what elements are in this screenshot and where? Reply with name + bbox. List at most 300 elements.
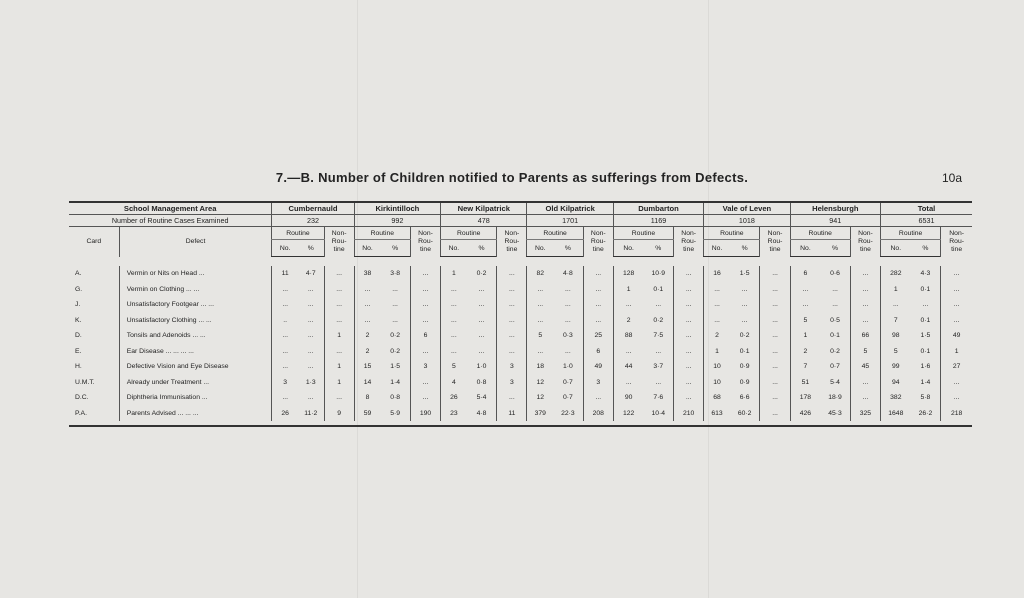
table-cell: ... [941,297,972,313]
table-cell: ... [760,344,790,360]
table-cell: ... [410,282,440,298]
table-cell: ... [655,347,662,355]
table-cell: 0·7 [562,378,573,386]
table-cell: 0·8 [476,378,487,386]
table-cell: 0·2 [390,347,401,355]
table-cell: ... [527,344,553,360]
table-cell: ... [565,301,571,309]
table-cell: 5 [527,328,553,344]
table-cell: 3 [497,375,527,391]
table-cell: ... [674,297,704,313]
table-cell: 10 [704,375,730,391]
non-routine-line: tine [420,245,431,253]
table-cell: ... [881,297,911,313]
table-cell: ... [272,359,298,375]
table-cell: ... [307,316,314,324]
table-cell: ... [307,285,314,293]
table-cell: 325 [850,406,880,422]
non-routine-line: Non- [504,229,520,237]
defect-name: Ear Disease ... ... ... ... [119,344,272,360]
table-cell: 4·7 [305,270,316,278]
table-row [69,282,972,298]
non-routine-header [760,227,790,257]
table-cell: 4·8 [476,409,487,417]
table-cell: 1 [941,344,972,360]
table-cell: 3 [583,375,613,391]
table-cell: 1 [324,328,354,344]
table-cell: ... [392,316,398,324]
table-cell: 49 [941,328,972,344]
table-cell: ... [741,301,748,309]
defect-name: Unsatisfactory Footgear ... ... [119,297,272,313]
non-routine-header [324,227,354,257]
no-header: No. [441,240,467,257]
table-cell: ... [307,363,314,371]
table-cell: ... [324,344,354,360]
table-cell: ... [674,375,704,391]
table-cell: 88 [613,328,643,344]
card-code: E. [75,347,82,355]
area-name: New Kilpatrick [441,202,527,215]
table-cell: 1 [441,266,467,282]
table-cell: 1648 [881,406,911,422]
table-cell: 0·6 [830,270,840,278]
table-cell: 613 [704,406,730,422]
table-cell: ... [760,375,790,391]
no-header: No. [354,240,380,257]
table-cell: 5·4 [830,378,840,386]
table-cell: ... [272,328,298,344]
non-routine-header [497,227,527,257]
table-cell: 23 [441,406,467,422]
table-cell: ... [478,332,485,340]
table-cell: 99 [881,359,911,375]
defect-name: Already under Treatment ... [119,375,272,391]
defect-name: Diphtheria Immunisation ... [119,390,272,406]
area-cases: 941 [790,215,880,227]
card-code: D. [75,332,82,340]
area-name: Cumbernauld [272,202,354,215]
table-cell: 0·1 [739,347,750,355]
card-code: P.A. [75,409,87,417]
table-cell: ... [354,313,380,329]
table-cell: 0·1 [830,332,840,340]
table-cell: ... [410,297,440,313]
table-cell: ... [850,266,880,282]
table-cell: 6 [583,344,613,360]
non-routine-header [850,227,880,257]
table-cell: ... [324,297,354,313]
area-name: Helensburgh [790,202,880,215]
no-header: No. [881,240,911,257]
non-routine-line: Rou- [767,237,783,245]
non-routine-line: tine [859,245,871,253]
table-cell: 6 [790,266,820,282]
table-cell: 0·1 [920,285,931,293]
table-cell: 7 [790,359,820,375]
table-cell: 45 [850,359,880,375]
table-cell: ... [941,282,972,298]
non-routine-line: tine [683,245,695,253]
padding-cell [69,421,972,426]
no-header: No. [613,240,643,257]
table-cell: ... [565,316,571,324]
table-cell: 16 [704,266,730,282]
header-row-cases [69,215,972,227]
table-cell: ... [478,301,485,309]
table-cell: 4·8 [562,270,573,278]
defect-name: Parents Advised ... ... ... [119,406,272,422]
table-cell: ... [941,313,972,329]
table-cell: 1 [613,282,643,298]
non-routine-line: Rou- [418,237,433,245]
non-routine-line: tine [592,245,604,253]
table-cell: 59 [354,406,380,422]
table-cell: ... [307,347,314,355]
card-code: G. [75,285,83,293]
table-row [69,359,972,375]
non-routine-line: Rou- [331,237,347,245]
table-cell: ... [655,378,662,386]
area-cases: 1018 [704,215,790,227]
table-cell: ... [674,328,704,344]
card-code: U.M.T. [75,378,95,386]
table-cell: 208 [583,406,613,422]
area-cases: 232 [272,215,354,227]
table-cell: ... [613,375,643,391]
card-code: D.C. [75,394,89,402]
non-routine-line: tine [951,245,963,253]
table-cell: 0·7 [830,363,840,371]
routine-header: Routine [527,227,583,240]
table-cell: 0·3 [562,332,573,340]
table-cell: 0·1 [653,285,664,293]
table-cell: ... [613,297,643,313]
table-cell: ... [272,390,298,406]
table-cell: 26·2 [918,409,933,417]
table-cell: ... [441,313,467,329]
table-cell: ... [497,390,527,406]
table-cell: 382 [881,390,911,406]
table-cell: 12 [527,375,553,391]
table-cell: 0·9 [739,363,750,371]
table-cell: 5 [850,344,880,360]
table-cell: 9 [324,406,354,422]
table-cell: 190 [410,406,440,422]
table-cell: ... [760,282,790,298]
defect-header: Defect [119,227,272,257]
defect-name: Defective Vision and Eye Disease [119,359,272,375]
table-cell: ... [497,266,527,282]
table-cell: ... [497,344,527,360]
cases-label: Number of Routine Cases Examined [69,215,272,227]
table-cell: 2 [790,344,820,360]
table-cell: 1·0 [562,363,573,371]
table-cell: 7·5 [653,332,664,340]
routine-header: Routine [881,227,941,240]
table-cell: ... [741,285,748,293]
table-cell: 10 [704,359,730,375]
table-cell: 1·0 [476,363,487,371]
table-cell: 1 [881,282,911,298]
table-cell: ... [674,359,704,375]
table-cell: 98 [881,328,911,344]
non-routine-line: tine [333,245,345,253]
table-cell: 2 [704,328,730,344]
routine-header: Routine [613,227,673,240]
spacer-cell [69,257,972,267]
pct-header: % [820,240,850,257]
pct-header: % [298,240,324,257]
pct-header: % [730,240,760,257]
table-cell: 5·8 [920,394,931,402]
table-cell: 1·5 [920,332,931,340]
table-cell: ... [760,359,790,375]
table-cell: ... [497,313,527,329]
table-cell: ... [850,282,880,298]
table-cell: 3 [410,359,440,375]
table-cell: 1·5 [739,270,750,278]
table-cell: ... [760,328,790,344]
table-cell: 49 [583,359,613,375]
table-cell: 0·2 [830,347,840,355]
table-cell: ... [583,390,613,406]
table-cell: .. [272,313,298,329]
table-cell: ... [832,301,838,309]
table-cell: 45·3 [828,409,842,417]
table-cell: ... [583,297,613,313]
table-cell: ... [832,285,838,293]
no-header: No. [704,240,730,257]
table-cell: 6 [410,328,440,344]
card-header: Card [86,238,102,246]
table-cell: 0·9 [739,378,750,386]
table-cell: ... [922,301,929,309]
non-routine-line: tine [506,245,518,253]
table-cell: 0·1 [920,347,931,355]
area-name: Kirkintilloch [354,202,440,215]
table-cell: 1·5 [390,363,401,371]
area-cases: 1169 [613,215,703,227]
table-cell: 128 [613,266,643,282]
area-name: Total [881,202,973,215]
table-cell: ... [527,282,553,298]
table-cell: 3 [497,359,527,375]
page-title: 7.—B. Number of Children notified to Parents as sufferings from Defects. [275,170,749,185]
table-cell: 282 [881,266,911,282]
table-cell: 18 [527,359,553,375]
table-cell: ... [410,375,440,391]
non-routine-header [674,227,704,257]
defect-name: Tonsils and Adenoids ... ... [119,328,272,344]
non-routine-header [941,227,972,257]
table-cell: 44 [613,359,643,375]
table-cell: 1·3 [305,378,316,386]
no-header: No. [790,240,820,257]
non-routine-line: Non- [681,229,697,237]
non-routine-line: Rou- [590,237,606,245]
table-cell: ... [674,344,704,360]
table-row [69,313,972,329]
table-cell: 38 [354,266,380,282]
table-cell: 0·2 [653,316,664,324]
no-header: No. [527,240,553,257]
table-cell: 7 [881,313,911,329]
card-code: A. [75,270,82,278]
table-cell: 27 [941,359,972,375]
table-cell: 5·4 [476,394,487,402]
table-cell: ... [478,347,485,355]
table-cell: ... [410,313,440,329]
table-cell: ... [441,328,467,344]
no-header: No. [272,240,298,257]
non-routine-line: Rou- [949,237,964,245]
table-cell: ... [392,301,398,309]
table-cell: 426 [790,406,820,422]
header-row-areas [69,202,972,215]
table-cell: 5 [790,313,820,329]
table-cell: 122 [613,406,643,422]
non-routine-line: Rou- [681,237,697,245]
routine-header: Routine [704,227,760,240]
table-cell: 1 [324,359,354,375]
table-cell: ... [760,390,790,406]
table-cell: 94 [881,375,911,391]
table-cell: 1 [324,375,354,391]
table-cell: 3·7 [653,363,664,371]
table-cell: 22·3 [561,409,575,417]
table-cell: 3·8 [390,270,401,278]
table-cell: 25 [583,328,613,344]
table-cell: 210 [674,406,704,422]
table-cell: ... [760,406,790,422]
table-cell: ... [324,266,354,282]
table-cell: ... [410,266,440,282]
card-code: H. [75,363,82,371]
table-cell: 0·7 [562,394,573,402]
table-cell: 10·9 [651,270,666,278]
table-cell: 0·2 [739,332,750,340]
table-cell: ... [272,282,298,298]
table-cell: 15 [354,359,380,375]
table-cell: ... [392,285,398,293]
table-cell: 5 [441,359,467,375]
table-cell: ... [760,297,790,313]
page-number: 10a [941,171,962,185]
non-routine-line: Rou- [504,237,520,245]
table-cell: 5 [881,344,911,360]
pct-header: % [380,240,410,257]
area-name: Old Kilpatrick [527,202,613,215]
table-cell: 4 [441,375,467,391]
table-cell: 11 [497,406,527,422]
table-cell: 11·2 [304,409,318,417]
table-cell: 1 [790,328,820,344]
area-cases: 992 [354,215,440,227]
table-cell: ... [850,375,880,391]
area-name: Vale of Leven [704,202,790,215]
pct-header: % [553,240,583,257]
table-cell: 1·6 [920,363,931,371]
table-cell: ... [324,313,354,329]
routine-header: Routine [354,227,410,240]
table-row [69,344,972,360]
table-cell: 0·8 [390,394,401,402]
non-routine-line: Non- [949,229,964,237]
routine-header: Routine [441,227,497,240]
table-cell: ... [324,282,354,298]
table-cell: ... [741,316,748,324]
table-cell: ... [527,297,553,313]
table-cell: 66 [850,328,880,344]
table-cell: 68 [704,390,730,406]
table-row [69,406,972,422]
padding-row [69,421,972,426]
table-cell: 26 [272,406,298,422]
non-routine-line: Non- [418,229,433,237]
table-cell: ... [307,394,314,402]
table-cell: 3 [272,375,298,391]
table-cell: ... [441,344,467,360]
table-cell: ... [478,316,485,324]
non-routine-line: Non- [331,229,347,237]
area-name: Dumbarton [613,202,703,215]
table-cell: 218 [941,406,972,422]
non-routine-line: Non- [858,229,873,237]
table-cell: 2 [354,344,380,360]
defect-name: Unsatisfactory Clothing ... ... [119,313,272,329]
spacer-row [69,257,972,267]
non-routine-header [410,227,440,257]
table-cell: ... [565,347,571,355]
table-cell: 90 [613,390,643,406]
table-cell: ... [941,266,972,282]
table-cell: ... [760,266,790,282]
non-routine-line: Non- [767,229,783,237]
table-cell: ... [704,297,730,313]
table-cell: 0·2 [390,332,401,340]
table-cell: ... [704,313,730,329]
defects-table [69,201,972,427]
table-cell: ... [441,282,467,298]
table-row [69,266,972,282]
defect-name: Vermin on Clothing ... ... [119,282,272,298]
area-cases: 1701 [527,215,613,227]
table-cell: ... [410,344,440,360]
table-cell: 10·4 [651,409,666,417]
non-routine-line: Non- [590,229,606,237]
table-cell: 2 [613,313,643,329]
table-cell: 1 [704,344,730,360]
table-cell: ... [674,313,704,329]
table-row [69,390,972,406]
area-cases: 6531 [881,215,973,227]
table-cell: 82 [527,266,553,282]
table-cell: 6·6 [739,394,750,402]
table-cell: ... [790,282,820,298]
table-cell: ... [478,285,485,293]
table-row [69,297,972,313]
defect-name: Vermin or Nits on Head ... [119,266,272,282]
table-cell: ... [565,285,571,293]
table-cell: ... [790,297,820,313]
table-cell: ... [497,297,527,313]
table-cell: 0·1 [920,316,931,324]
table-cell: ... [354,282,380,298]
routine-header: Routine [790,227,850,240]
non-routine-header [583,227,613,257]
non-routine-line: Rou- [858,237,873,245]
